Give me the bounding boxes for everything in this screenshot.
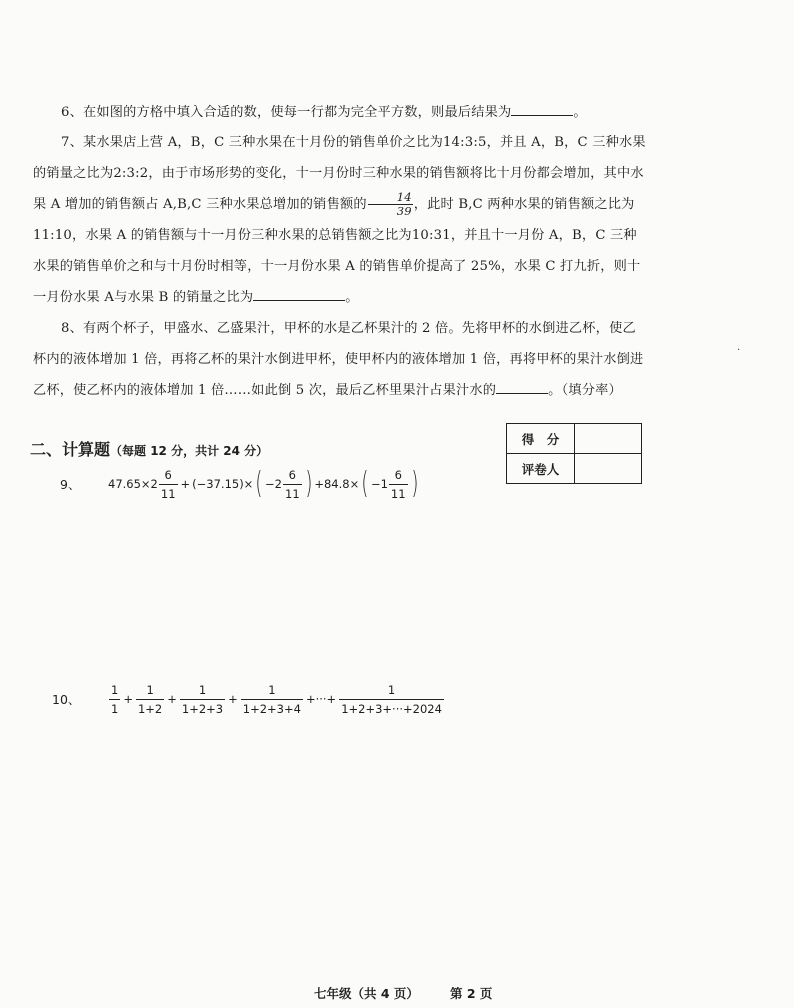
q10-t1-num: 1: [111, 682, 119, 697]
q9-f1-den: 11: [159, 484, 178, 501]
q7-frac-den: 39: [368, 204, 413, 218]
q10-term-2: [136, 683, 164, 716]
left-paren: (: [361, 466, 369, 501]
footer-grade: 七年级（共 4 页）: [314, 986, 419, 1001]
section-2-subtitle: （每题 12 分，共计 24 分）: [110, 444, 269, 458]
q9-term5: +84.8×: [314, 477, 360, 491]
q6-answer-blank[interactable]: [511, 114, 573, 116]
q8-line1: 8、有两个杯子，甲盛水、乙盛果汁，甲杯的水是乙杯果汁的 2 倍。先将甲杯的水倒进乙杯，使乙: [61, 321, 636, 336]
q9-term1: 47.65×2: [108, 477, 158, 491]
q10-t2-den: 1+2: [136, 699, 164, 716]
q10-term-4: [241, 683, 303, 716]
q10-number: 10、: [52, 692, 81, 707]
q10-t3-den: 1+2+3: [180, 699, 225, 716]
section-2-title: [30, 437, 268, 460]
q9-f2-num: 6: [288, 467, 296, 482]
q7-fraction: [368, 189, 413, 218]
q10-last-num: 1: [387, 682, 396, 697]
right-paren: ): [410, 466, 418, 501]
q9-fraction-2: [283, 468, 302, 501]
footer-page: 第 2 页: [450, 986, 493, 1001]
q10-term-3: [180, 683, 225, 716]
q10-t2-num: 1: [146, 682, 154, 697]
q7-line6: 与水果 B 的销量之比为: [114, 290, 254, 305]
q8-answer-blank[interactable]: [496, 392, 548, 394]
q8-end: 。（填分率）: [548, 383, 622, 398]
q6-end: 。: [573, 105, 587, 120]
q10-last-term: [339, 683, 444, 716]
q7-answer-blank[interactable]: [253, 299, 345, 301]
q9-f1-num: 6: [164, 467, 172, 482]
q10-expression: [108, 680, 445, 718]
q10-t4-num: 1: [268, 682, 276, 697]
q7-line3a: 果 A 增加的销售额占 A,B,C 三种水果总增加的销售额的: [33, 197, 367, 212]
q10-t4-den: 1+2+3+4: [241, 699, 303, 716]
q7-line2: 销量之比为2:3:2，由于市场形势的变化，十一月份时三种水果的销售额将比十月份都会增加，其中水: [46, 166, 644, 181]
margin-mark: ·: [737, 345, 741, 356]
q10-t3-num: 1: [198, 682, 207, 697]
q7-line5: 单价之和与十月份时相等，十一月份水果 A 的销售单价提高了 25%，水果 C 打九折，则十一月份水果 A: [33, 259, 641, 305]
left-paren: (: [255, 466, 263, 501]
q9-f3-num: 6: [394, 467, 402, 482]
section-2-heading: 二、计算题: [30, 440, 111, 459]
right-paren: ): [304, 466, 313, 501]
q7-line1: 7、某水果店上营 A，B，C 三种水果在十月份的销售单价之比为14:3:5，并且 A，B，C 三种水果的: [33, 135, 646, 181]
q7-end: 。: [345, 290, 359, 305]
q10-plus: +: [228, 692, 238, 706]
q6-text: 6、在如图的方格中填入合适的数，使每一行都为完全平方数，则最后结果为: [61, 105, 512, 120]
q10-dots: +···+: [305, 692, 337, 706]
q9-fraction-3: [389, 468, 408, 501]
q9-term4: −2: [265, 477, 282, 491]
q7-line4: 水果 A 的销售额与十一月份三种水果的总销售额之比为10:31，并且十一月份 A，B，C 三种水果的销售: [33, 228, 637, 274]
q7-line3b: ，此时 B,C 两种水果的销售额之比为11:10，: [33, 197, 635, 243]
q9-term6: −1: [370, 477, 388, 491]
question-8: [33, 313, 649, 406]
q9-f2-den: 11: [283, 484, 302, 501]
q10-term-1: [109, 683, 120, 716]
q8-line3: 乙杯，使乙杯内的液体增加 1 倍……如此倒 5 次，最后乙杯里果汁占果汁水的: [33, 383, 497, 398]
score-table: [506, 423, 642, 484]
score-cell[interactable]: [575, 424, 642, 454]
q9-fraction-1: [159, 468, 178, 501]
q7-frac-num: 14: [396, 189, 412, 204]
question-7: [33, 127, 649, 313]
score-label: 得 分: [507, 424, 575, 454]
q10-last-den: 1+2+3+···+2024: [339, 699, 444, 716]
q9-term3: (−37.15)×: [192, 477, 254, 491]
grader-label: 评卷人: [507, 454, 575, 484]
q10-plus: +: [167, 692, 177, 706]
q10-t1-den: 1: [109, 699, 120, 716]
q10-plus: +: [123, 692, 133, 706]
q8-line2: 杯内的液体增加 1 倍，再将乙杯的果汁水倒进甲杯，使甲杯内的液体增加 1 倍，再将甲杯的果汁水倒进: [33, 352, 644, 367]
question-6: [33, 97, 649, 128]
grader-cell[interactable]: [575, 454, 642, 484]
q9-f3-den: 11: [389, 484, 408, 501]
q9-plus: +: [180, 477, 191, 491]
q9-expression: [108, 465, 420, 503]
q9-number: 9、: [60, 477, 81, 492]
